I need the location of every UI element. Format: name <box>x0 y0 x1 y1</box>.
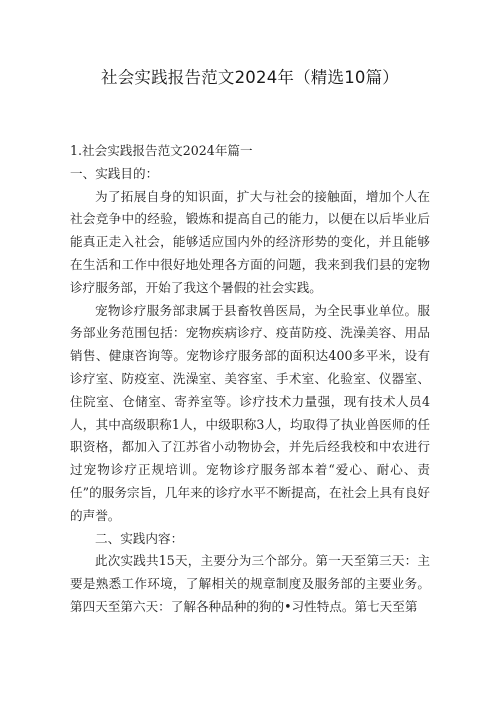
paragraph-intro: 宠物诊疗服务部隶属于县畜牧兽医局，为全民事业单位。服务部业务范围包括：宠物疾病诊疗、疫苗防疫、洗澡美容、用品销售、健康咨询等。宠物诊疗服务部的面积达400多平米，设有诊疗室、防疫室、洗澡室、美容室、手术室、化验室、仪器室、住院室、仓储室、寄养室等。诊疗技术力量强，现有技术人员4人，其中高级职称1人，中级职称3人，均取得了执业兽医师的任职资格，都加入了江苏省小动物协会，并先后经我校和中农进行过宠物诊疗正规培训。宠物诊疗服务部本着“爱心、耐心、责任”的服务宗旨，几年来的诊疗水平不断提高，在社会上具有良好的声誉。 <box>70 302 430 523</box>
heading-content: 二、实践内容： <box>95 530 184 546</box>
section-heading: 1.社会实践报告范文2024年篇一 <box>70 143 253 158</box>
paragraph-content: 此次实践共15天，主要分为三个部分。第一天至第三天：主要是熟悉工作环境，了解相关的规章制度及服务部的主要业务。第四天至第六天：了解各种品种的狗的•习性特点。第七天至第 <box>70 553 430 614</box>
paragraph-purpose: 为了拓展自身的知识面，扩大与社会的接触面，增加个人在社会竞争中的经验，锻炼和提高自己的能力，以便在以后毕业后能真正走入社会，能够适应国内外的经济形势的变化，并且能够在生活和工作中很好地处理各方面的问题，我来到我们县的宠物诊疗服务部，开始了我这个暑假的社会实践。 <box>70 188 430 295</box>
heading-purpose: 一、实践目的： <box>70 165 159 181</box>
document-title: 社会实践报告范文2024年（精选10篇） <box>101 68 399 87</box>
document-body <box>70 140 430 619</box>
